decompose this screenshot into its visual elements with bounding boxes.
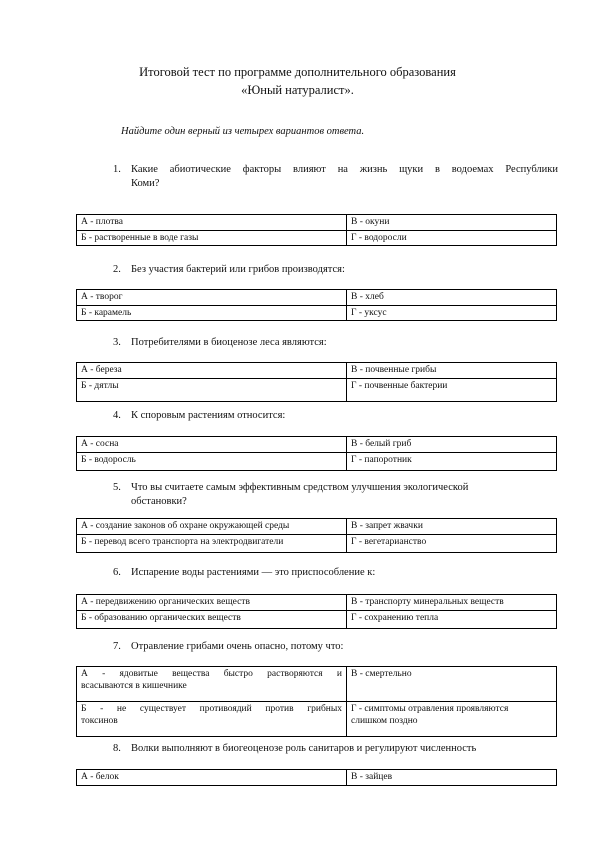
answer-a[interactable]: А - сосна: [77, 437, 347, 453]
answer-g[interactable]: Г - папоротник: [347, 452, 557, 470]
answer-b[interactable]: Б - образованию органических веществ: [77, 610, 347, 628]
answer-table-4: [76, 436, 557, 471]
question-number: 2.: [113, 264, 121, 275]
answer-g[interactable]: Г - уксус: [347, 305, 557, 321]
answer-g[interactable]: Г - водоросли: [347, 230, 557, 246]
question-text: Что вы считаете самым эффективным средством улучшения экологической: [131, 482, 469, 493]
answer-a[interactable]: А - создание законов об охране окружающей среды: [77, 519, 347, 535]
answer-v[interactable]: В - почвенные грибы: [347, 363, 557, 379]
document-title-line1: Итоговой тест по программе дополнительного образования: [139, 65, 456, 79]
answer-v[interactable]: В - белый гриб: [347, 437, 557, 453]
question-number: 4.: [113, 410, 121, 421]
question-number: 1.: [113, 164, 121, 175]
question-text: Без участия бактерий или грибов производятся:: [131, 264, 345, 275]
answer-v[interactable]: В - транспорту минеральных веществ: [347, 595, 557, 611]
answer-table-3: [76, 362, 557, 402]
question-number: 8.: [113, 743, 121, 754]
answer-v[interactable]: В - хлеб: [347, 290, 557, 306]
answer-g[interactable]: Г - сохранению тепла: [347, 610, 557, 628]
answer-b[interactable]: [77, 702, 347, 737]
answer-a[interactable]: А - береза: [77, 363, 347, 379]
answer-g-line1: Г - симптомы отравления проявляются: [351, 704, 509, 714]
answer-table-8: [76, 769, 557, 786]
answer-table-2: [76, 289, 557, 321]
answer-a[interactable]: А - творог: [77, 290, 347, 306]
question-text-cont: обстановки?: [131, 496, 187, 507]
question-text-cont: Коми?: [131, 178, 160, 189]
answer-v[interactable]: В - окуни: [347, 215, 557, 231]
answer-table-6: [76, 594, 557, 629]
answer-v[interactable]: В - смертельно: [347, 667, 557, 702]
answer-a[interactable]: А - плотва: [77, 215, 347, 231]
answer-b[interactable]: Б - карамель: [77, 305, 347, 321]
question-text: Отравление грибами очень опасно, потому что:: [131, 641, 344, 652]
answer-g[interactable]: Г - почвенные бактерии: [347, 378, 557, 401]
question-text: К споровым растениям относится:: [131, 410, 286, 421]
question-text: Потребителями в биоценозе леса являются:: [131, 337, 327, 348]
answer-v[interactable]: В - запрет жвачки: [347, 519, 557, 535]
answer-a[interactable]: А - передвижению органических веществ: [77, 595, 347, 611]
answer-table-1: [76, 214, 557, 246]
answer-b-line1: Б - не существует противоядий против грибных: [81, 704, 342, 714]
answer-b[interactable]: Б - растворенные в воде газы: [77, 230, 347, 246]
instruction-text: Найдите один верный из четырех вариантов ответа.: [121, 126, 365, 137]
answer-b[interactable]: Б - дятлы: [77, 378, 347, 401]
document-title-line2: «Юный натуралист».: [241, 83, 354, 97]
answer-b-line2: токсинов: [81, 715, 118, 726]
answer-table-5: [76, 518, 557, 553]
answer-table-7: [76, 666, 557, 737]
question-number: 6.: [113, 567, 121, 578]
answer-g[interactable]: Г - вегетарианство: [347, 534, 557, 552]
answer-b[interactable]: Б - перевод всего транспорта на электродвигатели: [77, 534, 347, 552]
answer-b[interactable]: Б - водоросль: [77, 452, 347, 470]
question-text: Волки выполняют в биогеоценозе роль санитаров и регулируют численность: [131, 743, 477, 754]
question-number: 3.: [113, 337, 121, 348]
answer-g[interactable]: [347, 702, 557, 737]
question-number: 7.: [113, 641, 121, 652]
question-number: 5.: [113, 482, 121, 493]
question-text: Испарение воды растениями — это приспособление к:: [131, 567, 376, 578]
answer-a[interactable]: [77, 667, 347, 702]
answer-a-line2: всасываются в кишечнике: [81, 680, 187, 691]
answer-a[interactable]: А - белок: [77, 770, 347, 786]
answer-a-line1: А - ядовитые вещества быстро растворяются и: [81, 669, 342, 679]
answer-g-line2: слишком поздно: [351, 715, 418, 726]
question-text: Какие абиотические факторы влияют на жизнь щуки в водоемах Республики: [131, 164, 558, 175]
answer-v[interactable]: В - зайцев: [347, 770, 557, 786]
